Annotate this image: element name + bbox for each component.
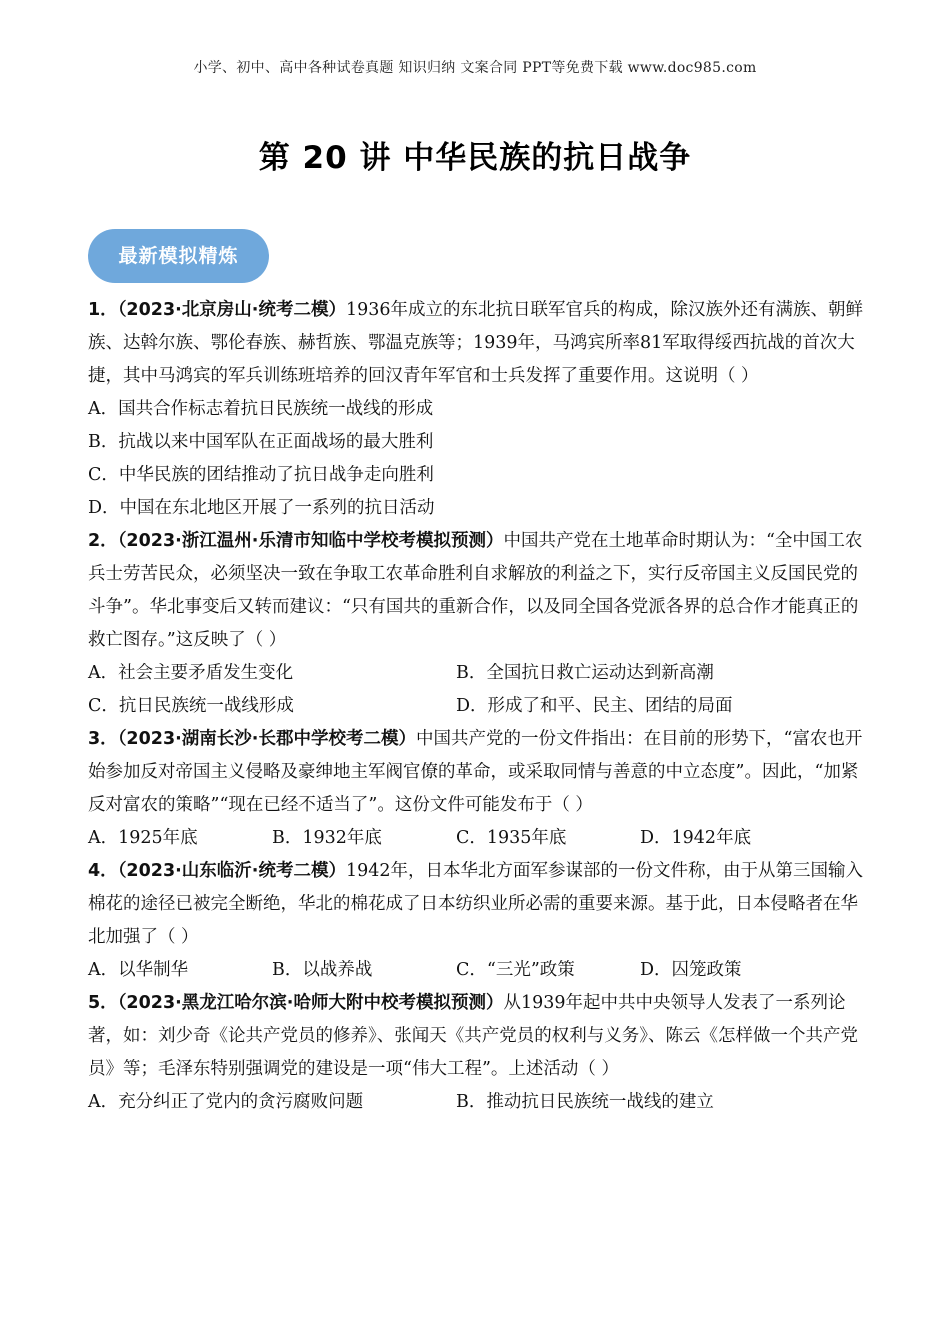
question-text: 从1939年起中共中央领导人发表了一系列论著，如：刘少奇《论共产党员的修养》、张闻天《共产党员的权利与义务》、陈云《怎样做一个共产党员》等；毛泽东特别强调党的建设是一项“伟大工程”。上述活动（ ） [88,993,858,1079]
question-stem [88,723,866,822]
option-row [88,1086,866,1119]
question-3 [88,723,866,855]
option-d: D．形成了和平、民主、团结的局面 [456,696,733,716]
option-c: C．中华民族的团结推动了抗日战争走向胜利 [88,465,434,485]
option-b: B．抗战以来中国军队在正面战场的最大胜利 [88,432,434,452]
question-source: （2023·山东临沂·统考二模） [117,861,346,881]
option-b: B．以战养战 [272,960,373,980]
question-number: 3． [88,729,118,749]
question-1 [88,294,866,525]
option-c: C．1935年底 [456,828,567,848]
question-stem [88,855,866,954]
question-number: 5． [88,993,118,1013]
question-text: 1936年成立的东北抗日联军官兵的构成，除汉族外还有满族、朝鲜族、达斡尔族、鄂伦春族、赫哲族、鄂温克族等；1939年，马鸿宾所率81军取得绥西抗战的首次大捷，其中马鸿宾的军兵训练班培养的回汉青年军官和士兵发挥了重要作用。这说明（ ） [88,300,863,386]
option-b: B．推动抗日民族统一战线的建立 [456,1092,714,1112]
question-text: 1942年，日本华北方面军参谋部的一份文件称，由于从第三国输入棉花的途径已被完全断绝，华北的棉花成了日本纺织业所必需的重要来源。基于此，日本侵略者在华北加强了（ ） [88,861,863,947]
question-source: （2023·北京房山·统考二模） [117,300,346,320]
option-c: C．“三光”政策 [456,960,575,980]
question-2 [88,525,866,723]
option-a: A．国共合作标志着抗日民族统一战线的形成 [88,399,434,419]
option-d: D．1942年底 [640,828,752,848]
option-a: A．充分纠正了党内的贪污腐败问题 [88,1092,364,1112]
question-stem [88,987,866,1086]
option-d: D．囚笼政策 [640,960,742,980]
option-d: D．中国在东北地区开展了一系列的抗日活动 [88,498,435,518]
question-stem [88,525,866,657]
question-text: 中国共产党在土地革命时期认为：“全中国工农兵士劳苦民众，必须坚决一致在争取工农革命胜利自求解放的利益之下，实行反帝国主义反国民党的斗争”。华北事变后又转而建议：“只有国共的重新合作，以及同全国各党派各界的总合作才能真正的救亡图存。”这反映了（ ） [88,531,863,650]
option-c: C．抗日民族统一战线形成 [88,696,294,716]
option-a: A．1925年底 [88,828,198,848]
option-a: A．社会主要矛盾发生变化 [88,663,294,683]
option-a: A．以华制华 [88,960,189,980]
page-title: 第 20 讲 中华民族的抗日战争 [258,140,692,176]
question-4 [88,855,866,987]
question-text: 中国共产党的一份文件指出：在目前的形势下，“富农也开始参加反对帝国主义侵略及豪绅地主军阀官僚的革命，或采取同情与善意的中立态度”。因此，“加紧反对富农的策略”“现在已经不适当了”。这份文件可能发布于（ ） [88,729,863,815]
question-source: （2023·黑龙江哈尔滨·哈师大附中校考模拟预测） [117,993,504,1013]
option-b: B．1932年底 [272,828,382,848]
question-number: 4． [88,861,118,881]
page-header: 小学、初中、高中各种试卷真题 知识归纳 文案合同 PPT等免费下载 www.doc985.com [193,60,757,76]
question-stem [88,294,866,393]
question-list [88,294,866,1119]
option-b: B．全国抗日救亡运动达到新高潮 [456,663,714,683]
question-source: （2023·浙江温州·乐清市知临中学校考模拟预测） [117,531,504,551]
option-row [88,657,866,690]
option-row [88,690,866,723]
section-badge: 最新模拟精炼 [88,229,269,283]
question-source: （2023·湖南长沙·长郡中学校考二模） [117,729,416,749]
question-5 [88,987,866,1119]
question-number: 1． [88,300,118,320]
option-row [88,954,866,987]
question-number: 2． [88,531,118,551]
option-row [88,822,866,855]
